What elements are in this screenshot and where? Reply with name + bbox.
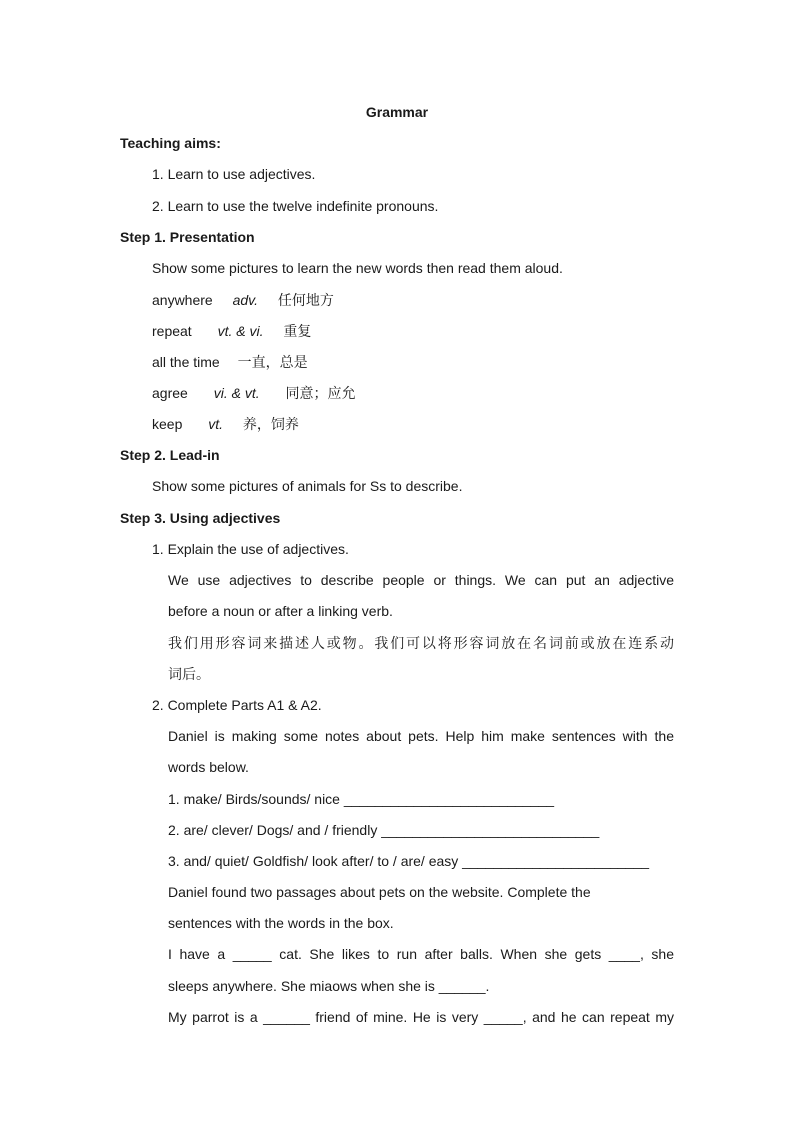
explain-en-line1: We use adjectives to describe people or things. We can put an adjective <box>168 572 674 588</box>
vocab-meaning: 重复 <box>283 323 312 339</box>
a2-intro-line2: sentences with the words in the box. <box>168 915 394 931</box>
passage2-line1: My parrot is a ______ friend of mine. He is very _____, and he can repeat my <box>168 1009 674 1025</box>
vocab-meaning: 养，饲养 <box>242 416 299 432</box>
exercise-item: 3. and/ quiet/ Goldfish/ look after/ to / are/ easy ________________________ <box>168 853 650 869</box>
vocab-row <box>152 321 311 341</box>
a1-intro-line1: Daniel is making some notes about pets. Help him make sentences with the <box>168 728 674 744</box>
vocab-pos: vt. <box>208 416 224 432</box>
passage1-line2: sleeps anywhere. She miaows when she is ______. <box>168 978 490 994</box>
vocab-meaning: 一直，总是 <box>237 354 308 370</box>
a1-intro-line2: words below. <box>168 759 249 775</box>
vocab-word: keep <box>152 416 183 432</box>
step3-item1: 1. Explain the use of adjectives. <box>152 541 349 557</box>
vocab-meaning: 同意；应允 <box>285 385 356 401</box>
exercise-item: 1. make/ Birds/sounds/ nice ___________________________ <box>168 791 555 807</box>
vocab-word: repeat <box>152 323 192 339</box>
vocab-row <box>152 290 334 310</box>
page-title: Grammar <box>365 104 429 120</box>
vocab-word: agree <box>152 385 188 401</box>
step1-intro: Show some pictures to learn the new words then read them aloud. <box>152 260 563 276</box>
vocab-word: all the time <box>152 354 220 370</box>
passage1-line1: I have a _____ cat. She likes to run after balls. When she gets ____, she <box>168 946 674 962</box>
exercise-item: 2. are/ clever/ Dogs/ and / friendly ____________________________ <box>168 822 600 838</box>
vocab-pos: vt. & vi. <box>217 323 264 339</box>
vocab-meaning: 任何地方 <box>277 292 334 308</box>
vocab-word: anywhere <box>152 292 213 308</box>
explain-zh-line2: 词后。 <box>168 666 210 682</box>
aim-item: 1. Learn to use adjectives. <box>152 166 316 182</box>
vocab-pos: vi. & vt. <box>213 385 260 401</box>
step1-heading: Step 1. Presentation <box>120 229 255 245</box>
vocab-row <box>152 352 308 372</box>
explain-en-line2: before a noun or after a linking verb. <box>168 603 393 619</box>
vocab-row <box>152 383 356 403</box>
teaching-aims-heading: Teaching aims: <box>120 135 221 151</box>
step2-heading: Step 2. Lead-in <box>120 447 220 463</box>
step3-heading: Step 3. Using adjectives <box>120 510 281 526</box>
a2-intro-line1: Daniel found two passages about pets on the website. Complete the <box>168 884 591 900</box>
vocab-pos: adv. <box>232 292 259 308</box>
step2-text: Show some pictures of animals for Ss to describe. <box>152 478 463 494</box>
aim-item: 2. Learn to use the twelve indefinite pronouns. <box>152 198 439 214</box>
explain-zh-line1: 我们用形容词来描述人或物。我们可以将形容词放在名词前或放在连系动 <box>168 635 674 651</box>
step3-item2: 2. Complete Parts A1 & A2. <box>152 697 322 713</box>
vocab-row <box>152 414 299 434</box>
